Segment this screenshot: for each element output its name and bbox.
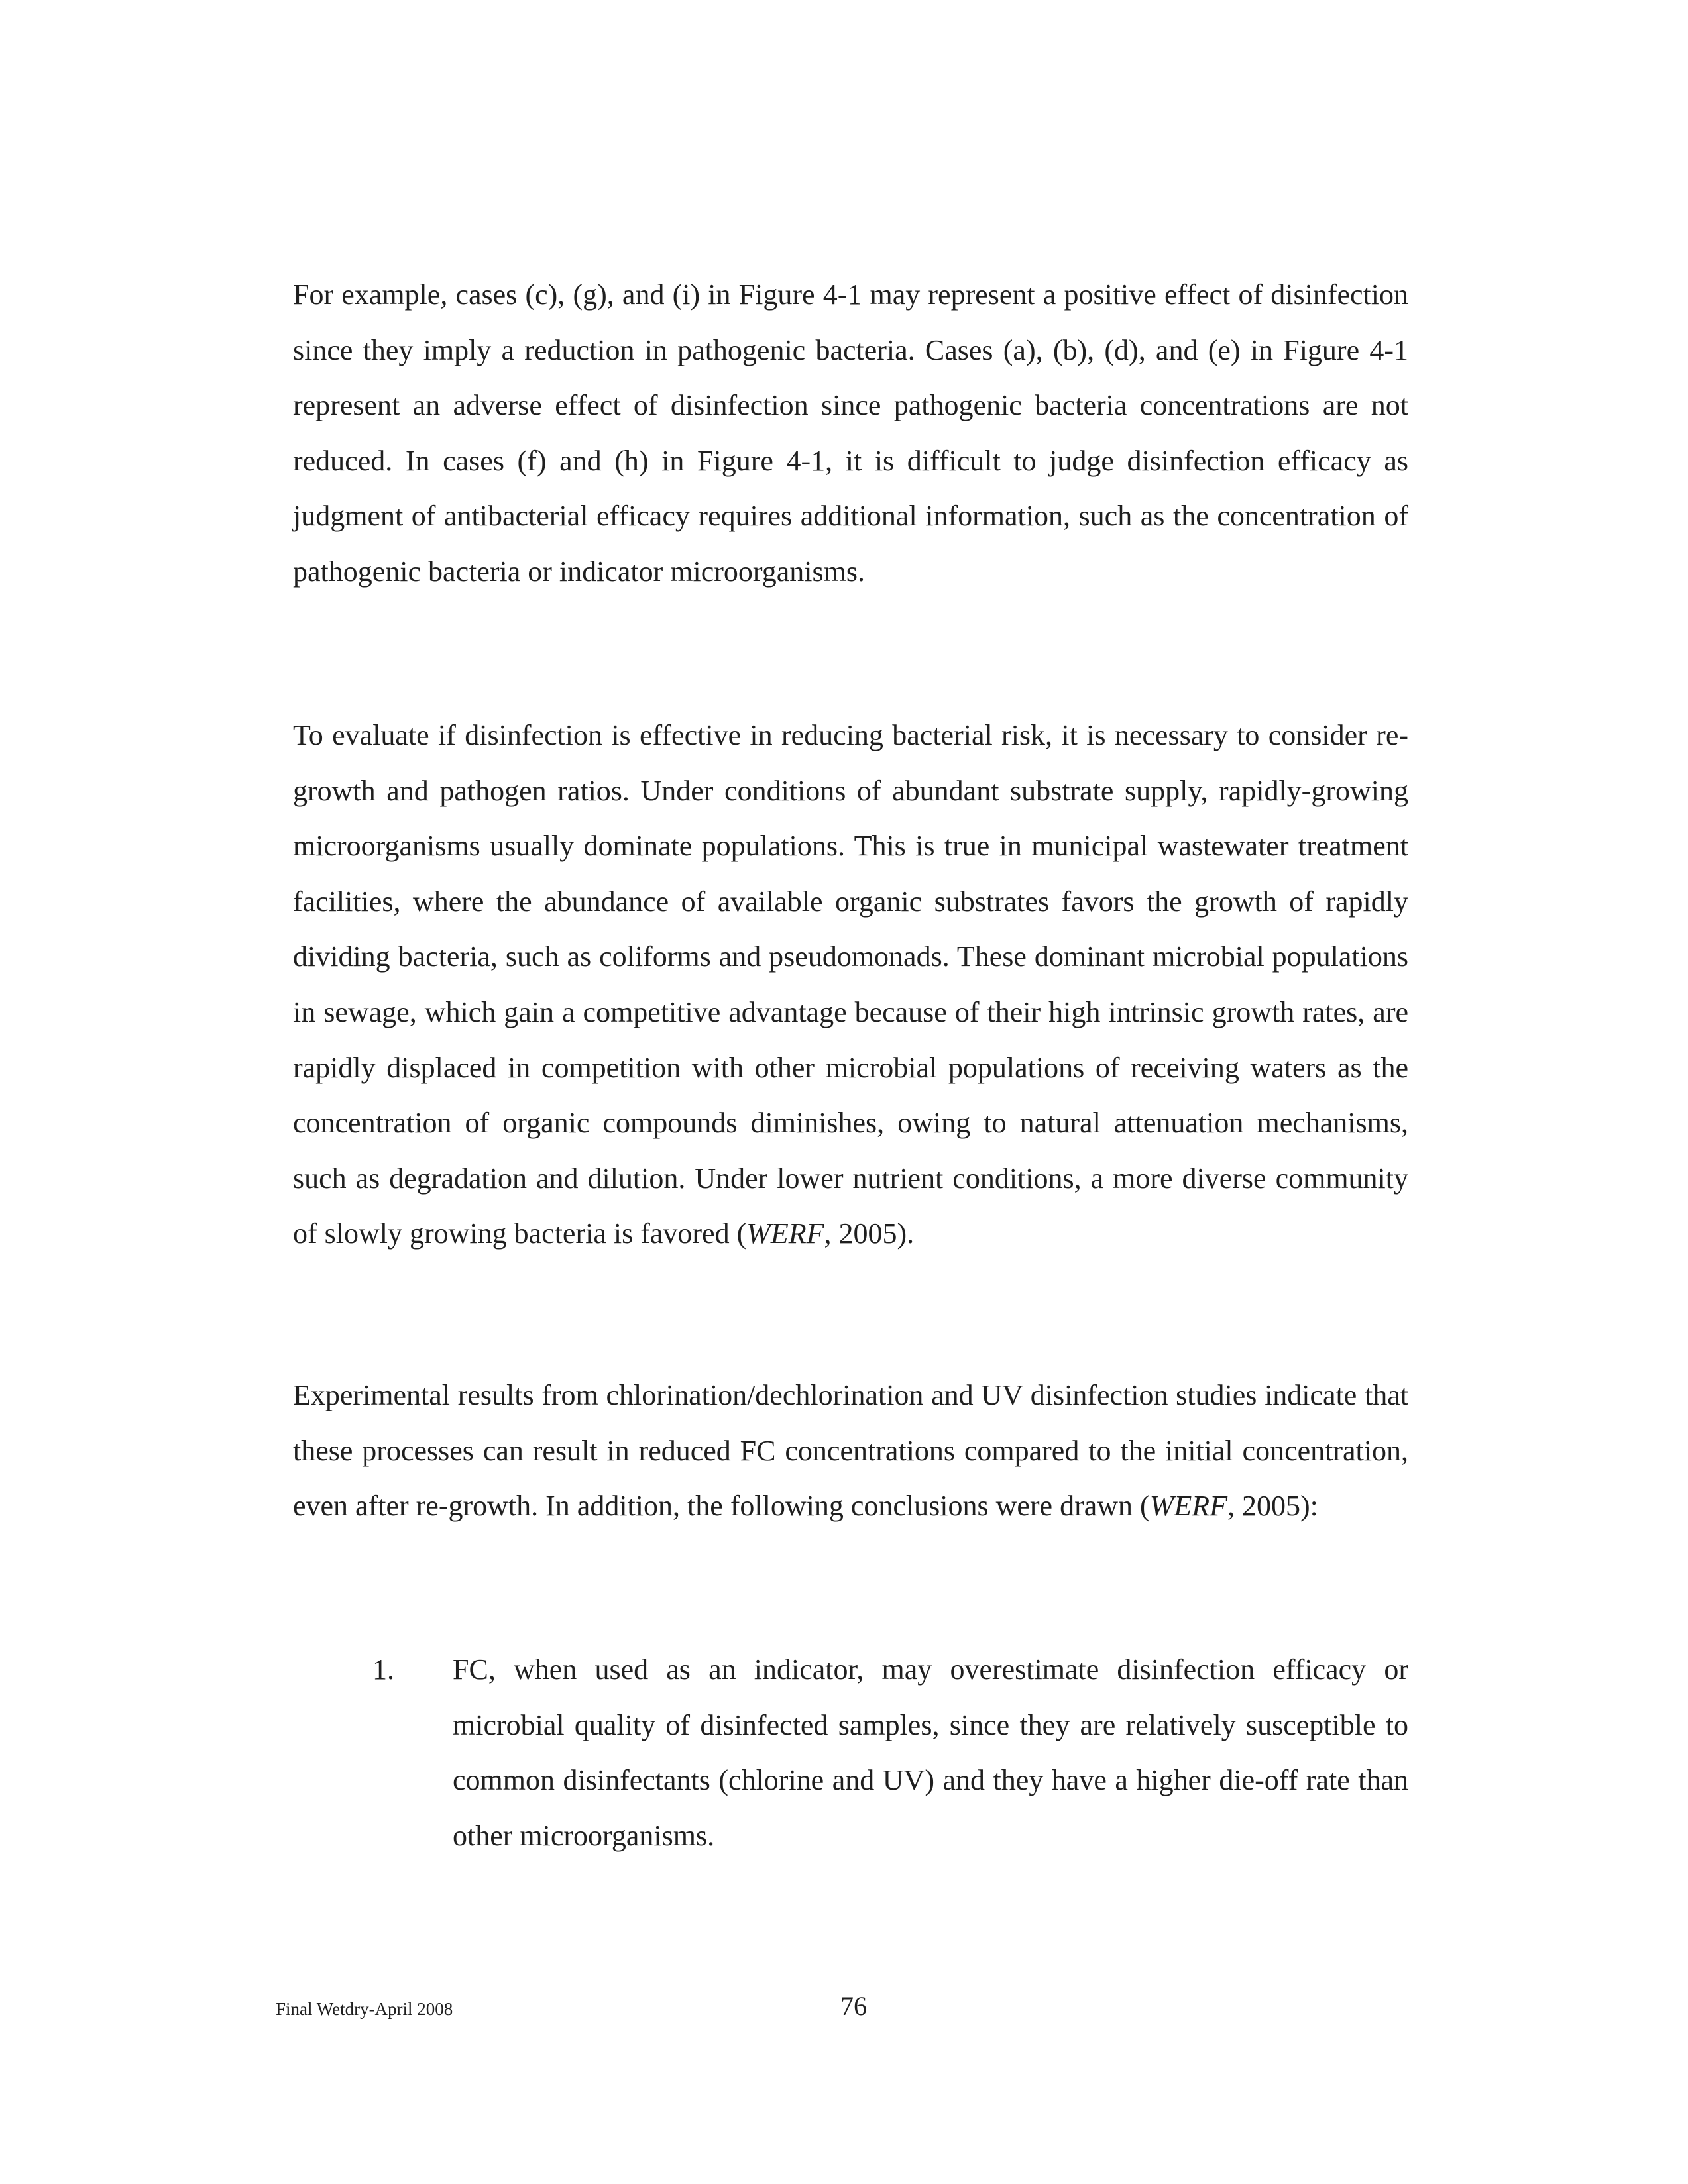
citation: WERF (1149, 1490, 1227, 1523)
paragraph-experimental-results (293, 1368, 1408, 1534)
paragraph-text: Experimental results from chlorination/dechlorination and UV disinfection studies indicate that these processes can result in reduced FC concentrations compared to the initial concentration, even after re-growth. In addition, the following conclusions were drawn ( (293, 1379, 1408, 1523)
citation-year: , 2005): (1227, 1490, 1318, 1523)
page-number: 76 (840, 1991, 867, 2021)
list-item-number: 1. (372, 1653, 394, 1686)
paragraph-text: For example, cases (c), (g), and (i) in Figure 4-1 may represent a positive effect of disinfection since they imply a reduction in pathogenic bacteria. Cases (a), (b), (d), and (e) in Figure 4-1 represent an adverse effect of disinfection since pathogenic bacteria concentrations are not reduced. In cases (f) and (h) in Figure 4-1, it is difficult to judge disinfection efficacy as judgment of antibacterial efficacy requires additional information, such as the concentration of pathogenic bacteria or indicator microorganisms. (293, 278, 1408, 588)
paragraph-text: To evaluate if disinfection is effective in reducing bacterial risk, it is necessary to consider re-growth and pathogen ratios. Under conditions of abundant substrate supply, rapidly-growing microorganisms usually dominate populations. This is true in municipal wastewater treatment facilities, where the abundance of available organic substrates favors the growth of rapidly dividing bacteria, such as coliforms and pseudomonads. These dominant microbial populations in sewage, which gain a competitive advantage because of their high intrinsic growth rates, are rapidly displaced in competition with other microbial populations of receiving waters as the concentration of organic compounds diminishes, owing to natural attenuation mechanisms, such as degradation and dilution. Under lower nutrient conditions, a more diverse community of slowly growing bacteria is favored ( (293, 719, 1408, 1250)
citation-year: , 2005). (824, 1217, 915, 1250)
paragraph-disinfection-cases (293, 267, 1408, 600)
footer-document-label: Final Wetdry-April 2008 (276, 1999, 453, 2019)
paragraph-regrowth (293, 708, 1408, 1262)
citation: WERF (746, 1217, 824, 1250)
list-item-text: FC, when used as an indicator, may overestimate disinfection efficacy or microbial quality of disinfected samples, since they are relatively susceptible to common disinfectants (chlorine and UV) and they have a higher die-off rate than other microorganisms. (453, 1653, 1408, 1852)
